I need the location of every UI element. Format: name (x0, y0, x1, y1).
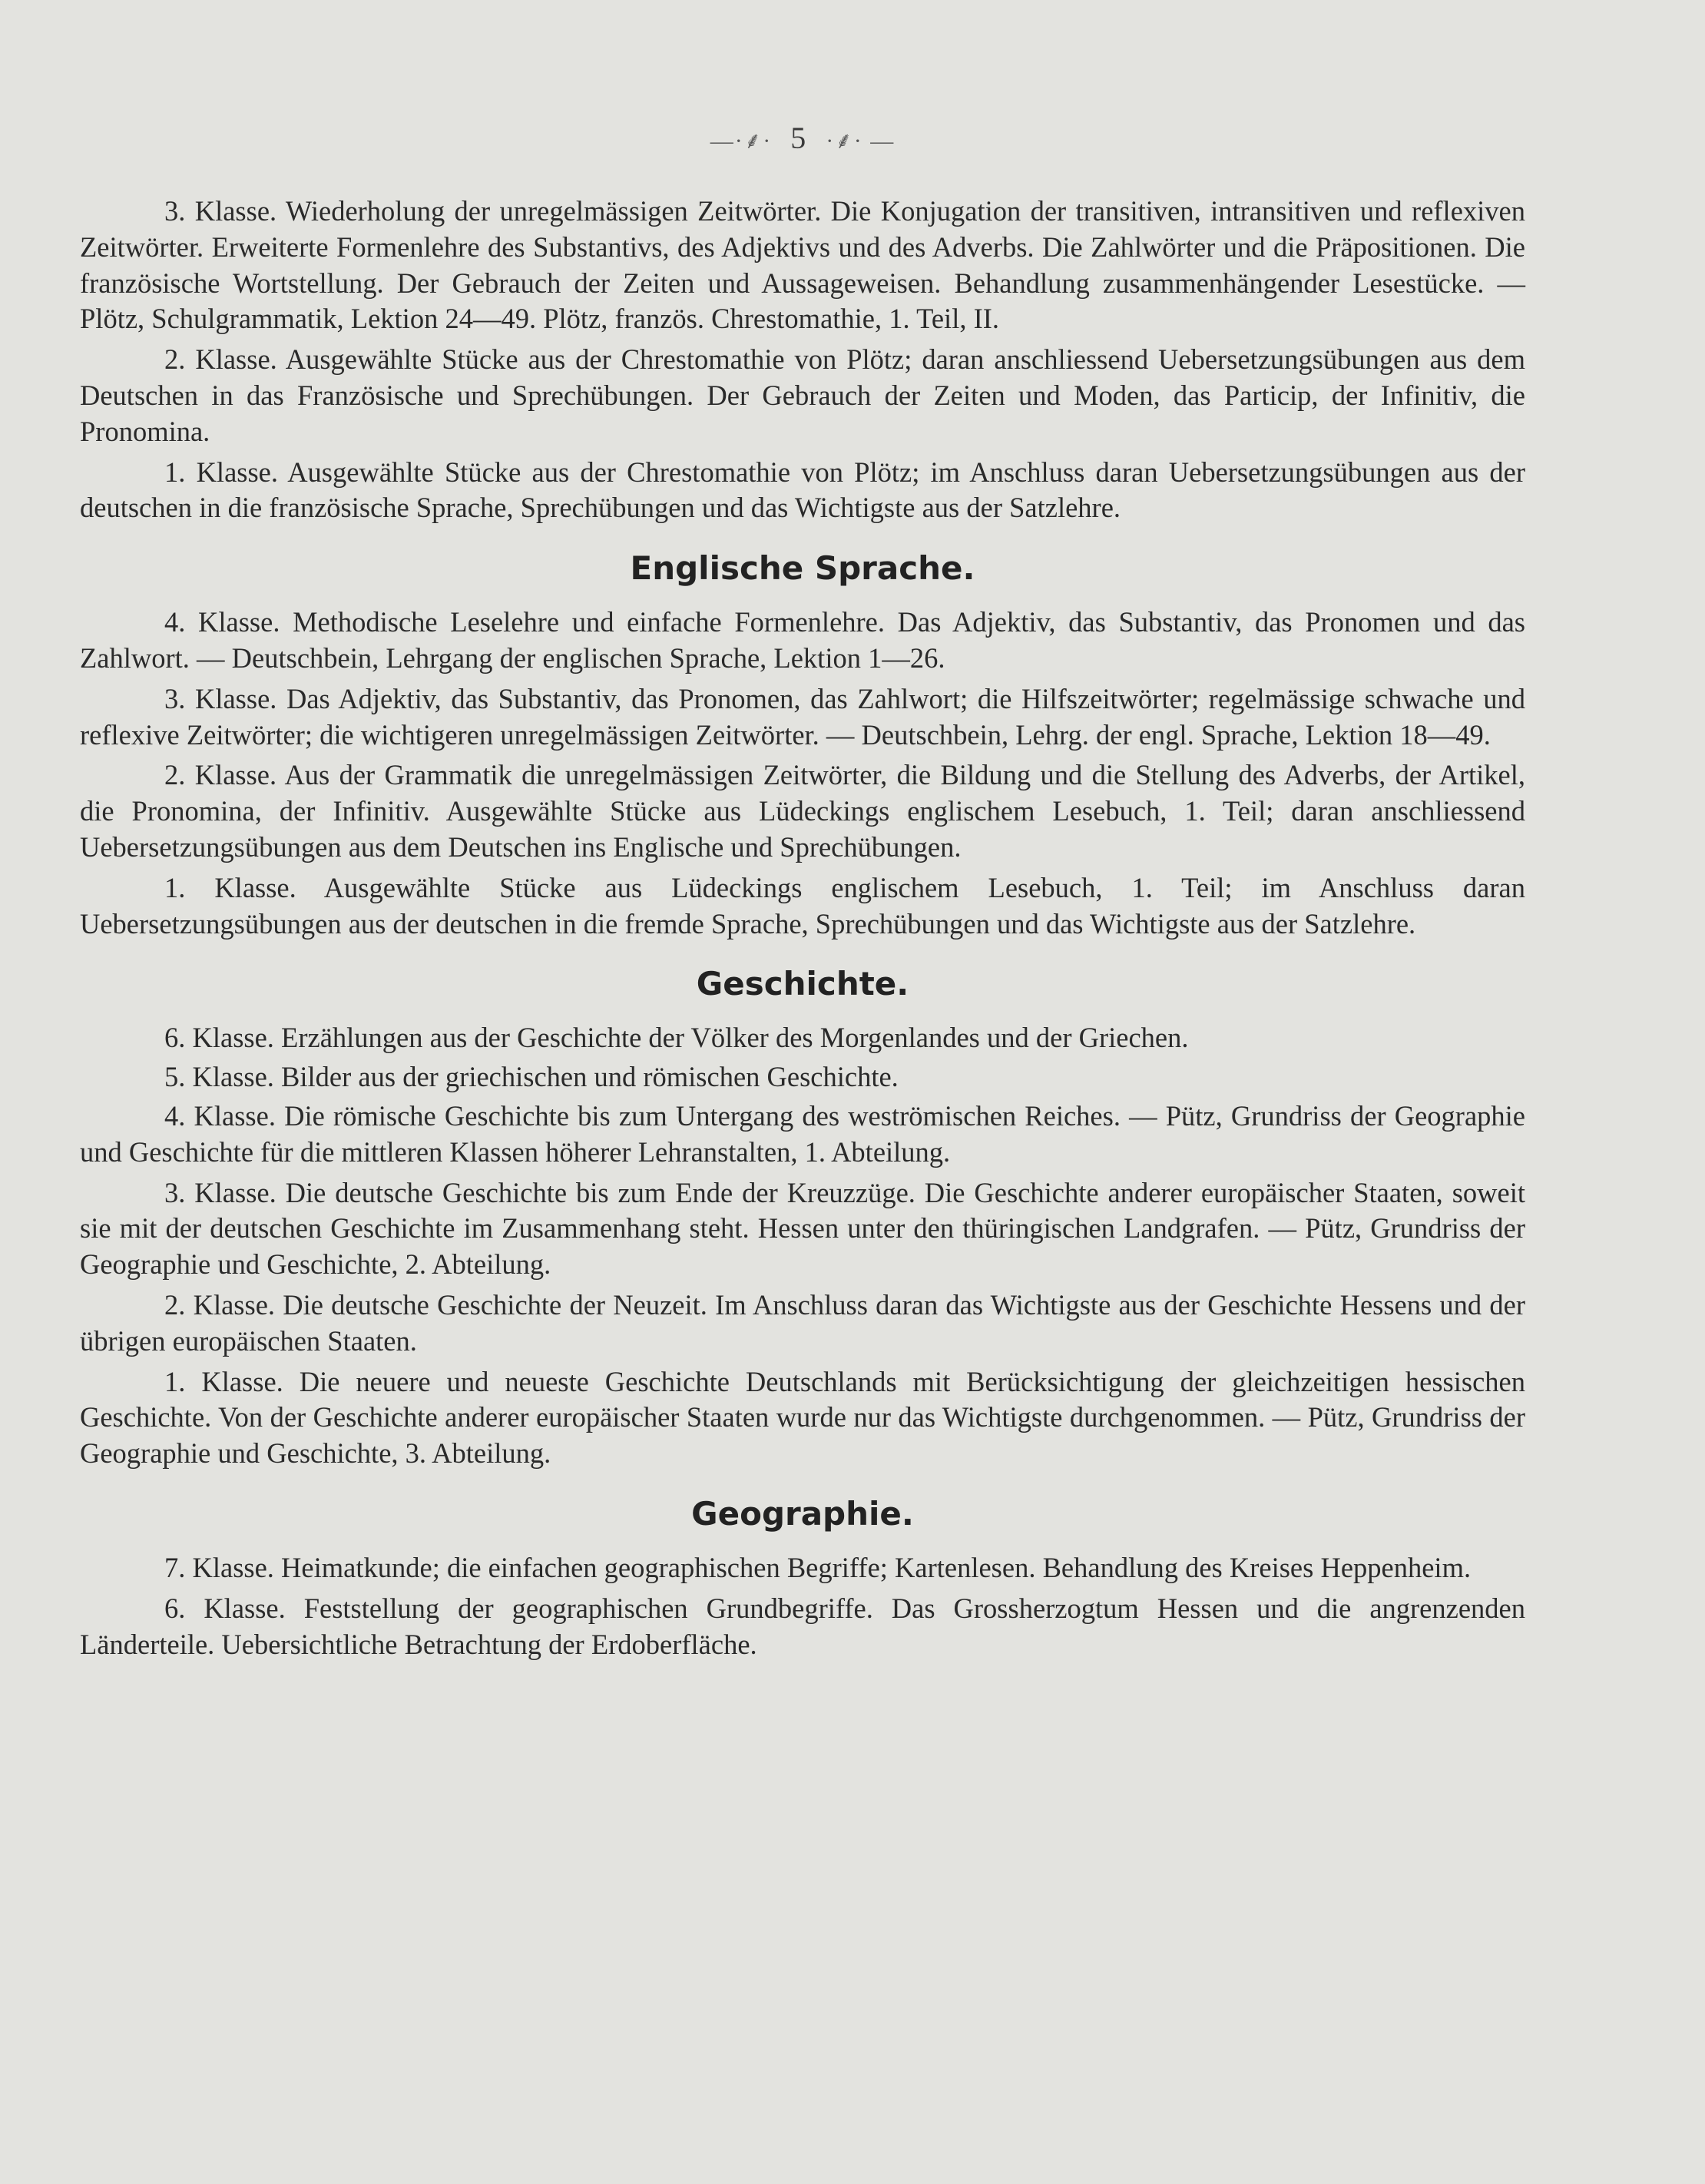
section-heading-geographie: Geographie. (691, 1494, 914, 1533)
section-geographie (80, 1495, 1525, 1662)
paragraph-klasse-1: 1. Klasse. Ausgewählte Stücke aus Lüdeckings englischem Lesebuch, 1. Teil; im Anschluss daran Uebersetzungsübungen aus der deutschen in die fremde Sprache, Sprechübungen und das Wichtigste aus der Satzlehre. (80, 871, 1525, 940)
paragraph-klasse-1: 1. Klasse. Ausgewählte Stücke aus der Chrestomathie von Plötz; im Anschluss daran Uebersetzungsübungen aus der deutschen in die französische Sprache, Sprechübungen und das Wichtigste aus der Satzlehre. (80, 456, 1525, 524)
section-franzoesisch (80, 194, 1525, 526)
page-number: 5 (790, 121, 808, 155)
document-page (80, 115, 1525, 1667)
paragraph-klasse-3: 3. Klasse. Die deutsche Geschichte bis zum Ende der Kreuzzüge. Die Geschichte anderer europäischer Staaten, soweit sie mit der deutschen Geschichte im Zusammenhang steht. Hessen unter den thüringischen Landgrafen. — Pütz, Grundriss der Geographie und Geschichte, 2. Abteilung. (80, 1176, 1525, 1281)
paragraph-klasse-5: 5. Klasse. Bilder aus der griechischen und römischen Geschichte. (164, 1061, 899, 1093)
section-heading-geschichte: Geschichte. (696, 965, 909, 1003)
section-heading-englisch: Englische Sprache. (630, 549, 975, 588)
paragraph-klasse-2: 2. Klasse. Ausgewählte Stücke aus der Chrestomathie von Plötz; daran anschliessend Uebersetzungsübungen aus dem Deutschen in das Französische und Sprechübungen. Der Gebrauch der Zeiten und Moden, das Particip, der Infinitiv, die Pronomina. (80, 343, 1525, 447)
section-geschichte (80, 965, 1525, 1472)
paragraph-klasse-6: 6. Klasse. Feststellung der geographischen Grundbegriffe. Das Grossherzogtum Hessen und die angrenzenden Länderteile. Uebersichtliche Betrachtung der Erdoberfläche. (80, 1592, 1525, 1660)
header-ornament-left: —·⸙· (710, 128, 773, 154)
paragraph-klasse-1: 1. Klasse. Die neuere und neueste Geschichte Deutschlands mit Berücksichtigung der gleichzeitigen hessischen Geschichte. Von der Geschichte anderer europäischer Staaten wurde nur das Wichtigste durchgenommen. — Pütz, Grundriss der Geographie und Geschichte, 3. Abteilung. (80, 1365, 1525, 1470)
paragraph-klasse-2: 2. Klasse. Aus der Grammatik die unregelmässigen Zeitwörter, die Bildung und die Stellung des Adverbs, der Artikel, die Pronomina, der Infinitiv. Ausgewählte Stücke aus Lüdeckings englischem Lesebuch, 1. Teil; daran anschliessend Uebersetzungsübungen aus dem Deutschen ins Englische und Sprechübungen. (80, 759, 1525, 863)
paragraph-klasse-3: 3. Klasse. Das Adjektiv, das Substantiv, das Pronomen, das Zahlwort; die Hilfszeitwörter; regelmässige schwache und reflexive Zeitwörter; die wichtigeren unregelmässigen Zeitwörter. — Deutschbein, Lehrg. der engl. Sprache, Lektion 18—49. (80, 682, 1525, 751)
paragraph-klasse-2: 2. Klasse. Die deutsche Geschichte der Neuzeit. Im Anschluss daran das Wichtigste aus der Geschichte Hessens und der übrigen europäischen Staaten. (80, 1288, 1525, 1357)
paragraph-klasse-7: 7. Klasse. Heimatkunde; die einfachen geographischen Begriffe; Kartenlesen. Behandlung des Kreises Heppenheim. (164, 1551, 1472, 1583)
page-header (80, 115, 1525, 161)
paragraph-klasse-6: 6. Klasse. Erzählungen aus der Geschichte der Völker des Morgenlandes und der Griechen. (164, 1022, 1189, 1054)
paragraph-klasse-4: 4. Klasse. Methodische Leselehre und einfache Formenlehre. Das Adjektiv, das Substantiv, das Pronomen und das Zahlwort. — Deutschbein, Lehrgang der englischen Sprache, Lektion 1—26. (80, 606, 1525, 674)
header-ornament-right: ·⸙· — (826, 128, 896, 154)
paragraph-klasse-4: 4. Klasse. Die römische Geschichte bis zum Untergang des weströmischen Reiches. — Pütz, Grundriss der Geographie und Geschichte für die mittleren Klassen höherer Lehranstalten, 1. Abteilung. (80, 1099, 1525, 1168)
section-englisch (80, 549, 1525, 942)
paragraph-klasse-3: 3. Klasse. Wiederholung der unregelmässigen Zeitwörter. Die Konjugation der transitiven, intransitiven und reflexiven Zeitwörter. Erweiterte Formenlehre des Substantivs, des Adjektivs und des Adverbs. Die Zahlwörter und die Präpositionen. Die französische Wortstellung. Der Gebrauch der Zeiten und Aussageweisen. Behandlung zusammenhängender Lesestücke. — Plötz, Schulgrammatik, Lektion 24—49. Plötz, französ. Chrestomathie, 1. Teil, II. (80, 195, 1525, 335)
